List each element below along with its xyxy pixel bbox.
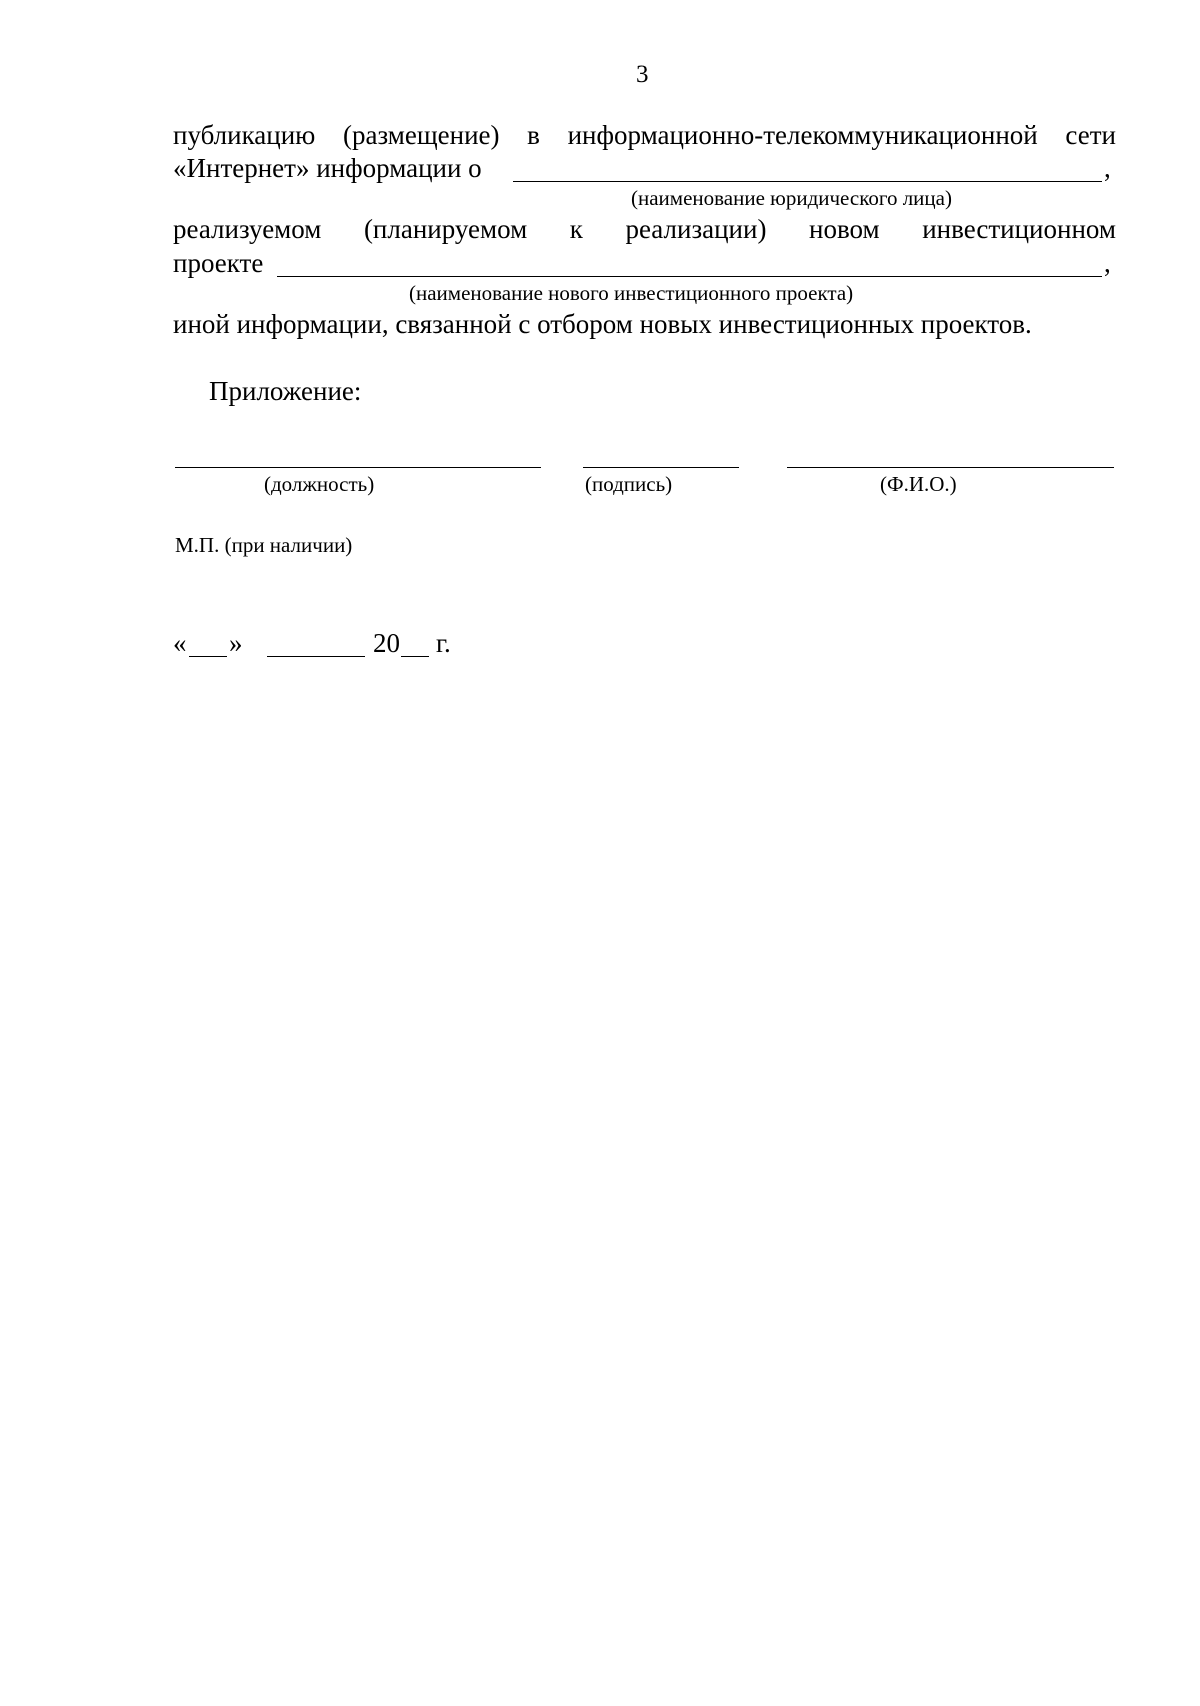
paragraph-line-4-prefix: проекте: [173, 248, 264, 278]
word: реализации): [625, 214, 767, 244]
date-year-field[interactable]: [401, 656, 429, 657]
legal-entity-name-field[interactable]: [513, 181, 1102, 182]
word: сети: [1065, 120, 1116, 150]
word: реализуемом: [173, 214, 322, 244]
position-field[interactable]: [175, 467, 541, 468]
legal-entity-caption: (наименование юридического лица): [631, 186, 952, 210]
position-caption: (должность): [264, 472, 375, 496]
paragraph-line-5: иной информации, связанной с отбором новых инвестиционных проектов.: [173, 309, 1032, 339]
signature-caption: (подпись): [585, 472, 673, 496]
date-year-suffix: г.: [436, 628, 451, 658]
word: (размещение): [343, 120, 500, 150]
project-name-field[interactable]: [277, 276, 1102, 277]
paragraph-line-2-prefix: «Интернет» информации о: [173, 153, 482, 183]
word: в: [527, 120, 540, 150]
paragraph-line-4-suffix: ,: [1104, 248, 1111, 278]
attachment-label: Приложение:: [209, 376, 362, 406]
seal-note: М.П. (при наличии): [175, 533, 353, 557]
word: (планируемом: [363, 214, 528, 244]
project-caption: (наименование нового инвестиционного проекта): [409, 281, 854, 305]
word: публикацию: [173, 120, 316, 150]
date-open-quote: «: [173, 628, 187, 658]
word: к: [569, 214, 583, 244]
word: инвестиционном: [922, 214, 1116, 244]
date-year-prefix: 20: [373, 628, 400, 658]
full-name-field[interactable]: [787, 467, 1114, 468]
paragraph-line-1: [173, 122, 1116, 149]
word: информационно-телекоммуникационной: [567, 120, 1038, 150]
date-close-quote: »: [229, 628, 243, 658]
date-month-field[interactable]: [267, 656, 365, 657]
name-caption: (Ф.И.О.): [880, 472, 957, 496]
page-number: 3: [636, 61, 649, 88]
paragraph-line-3: [173, 216, 1116, 243]
word: новом: [809, 214, 880, 244]
signature-field[interactable]: [583, 467, 739, 468]
date-day-field[interactable]: [189, 656, 227, 657]
paragraph-line-2-suffix: ,: [1104, 153, 1111, 183]
